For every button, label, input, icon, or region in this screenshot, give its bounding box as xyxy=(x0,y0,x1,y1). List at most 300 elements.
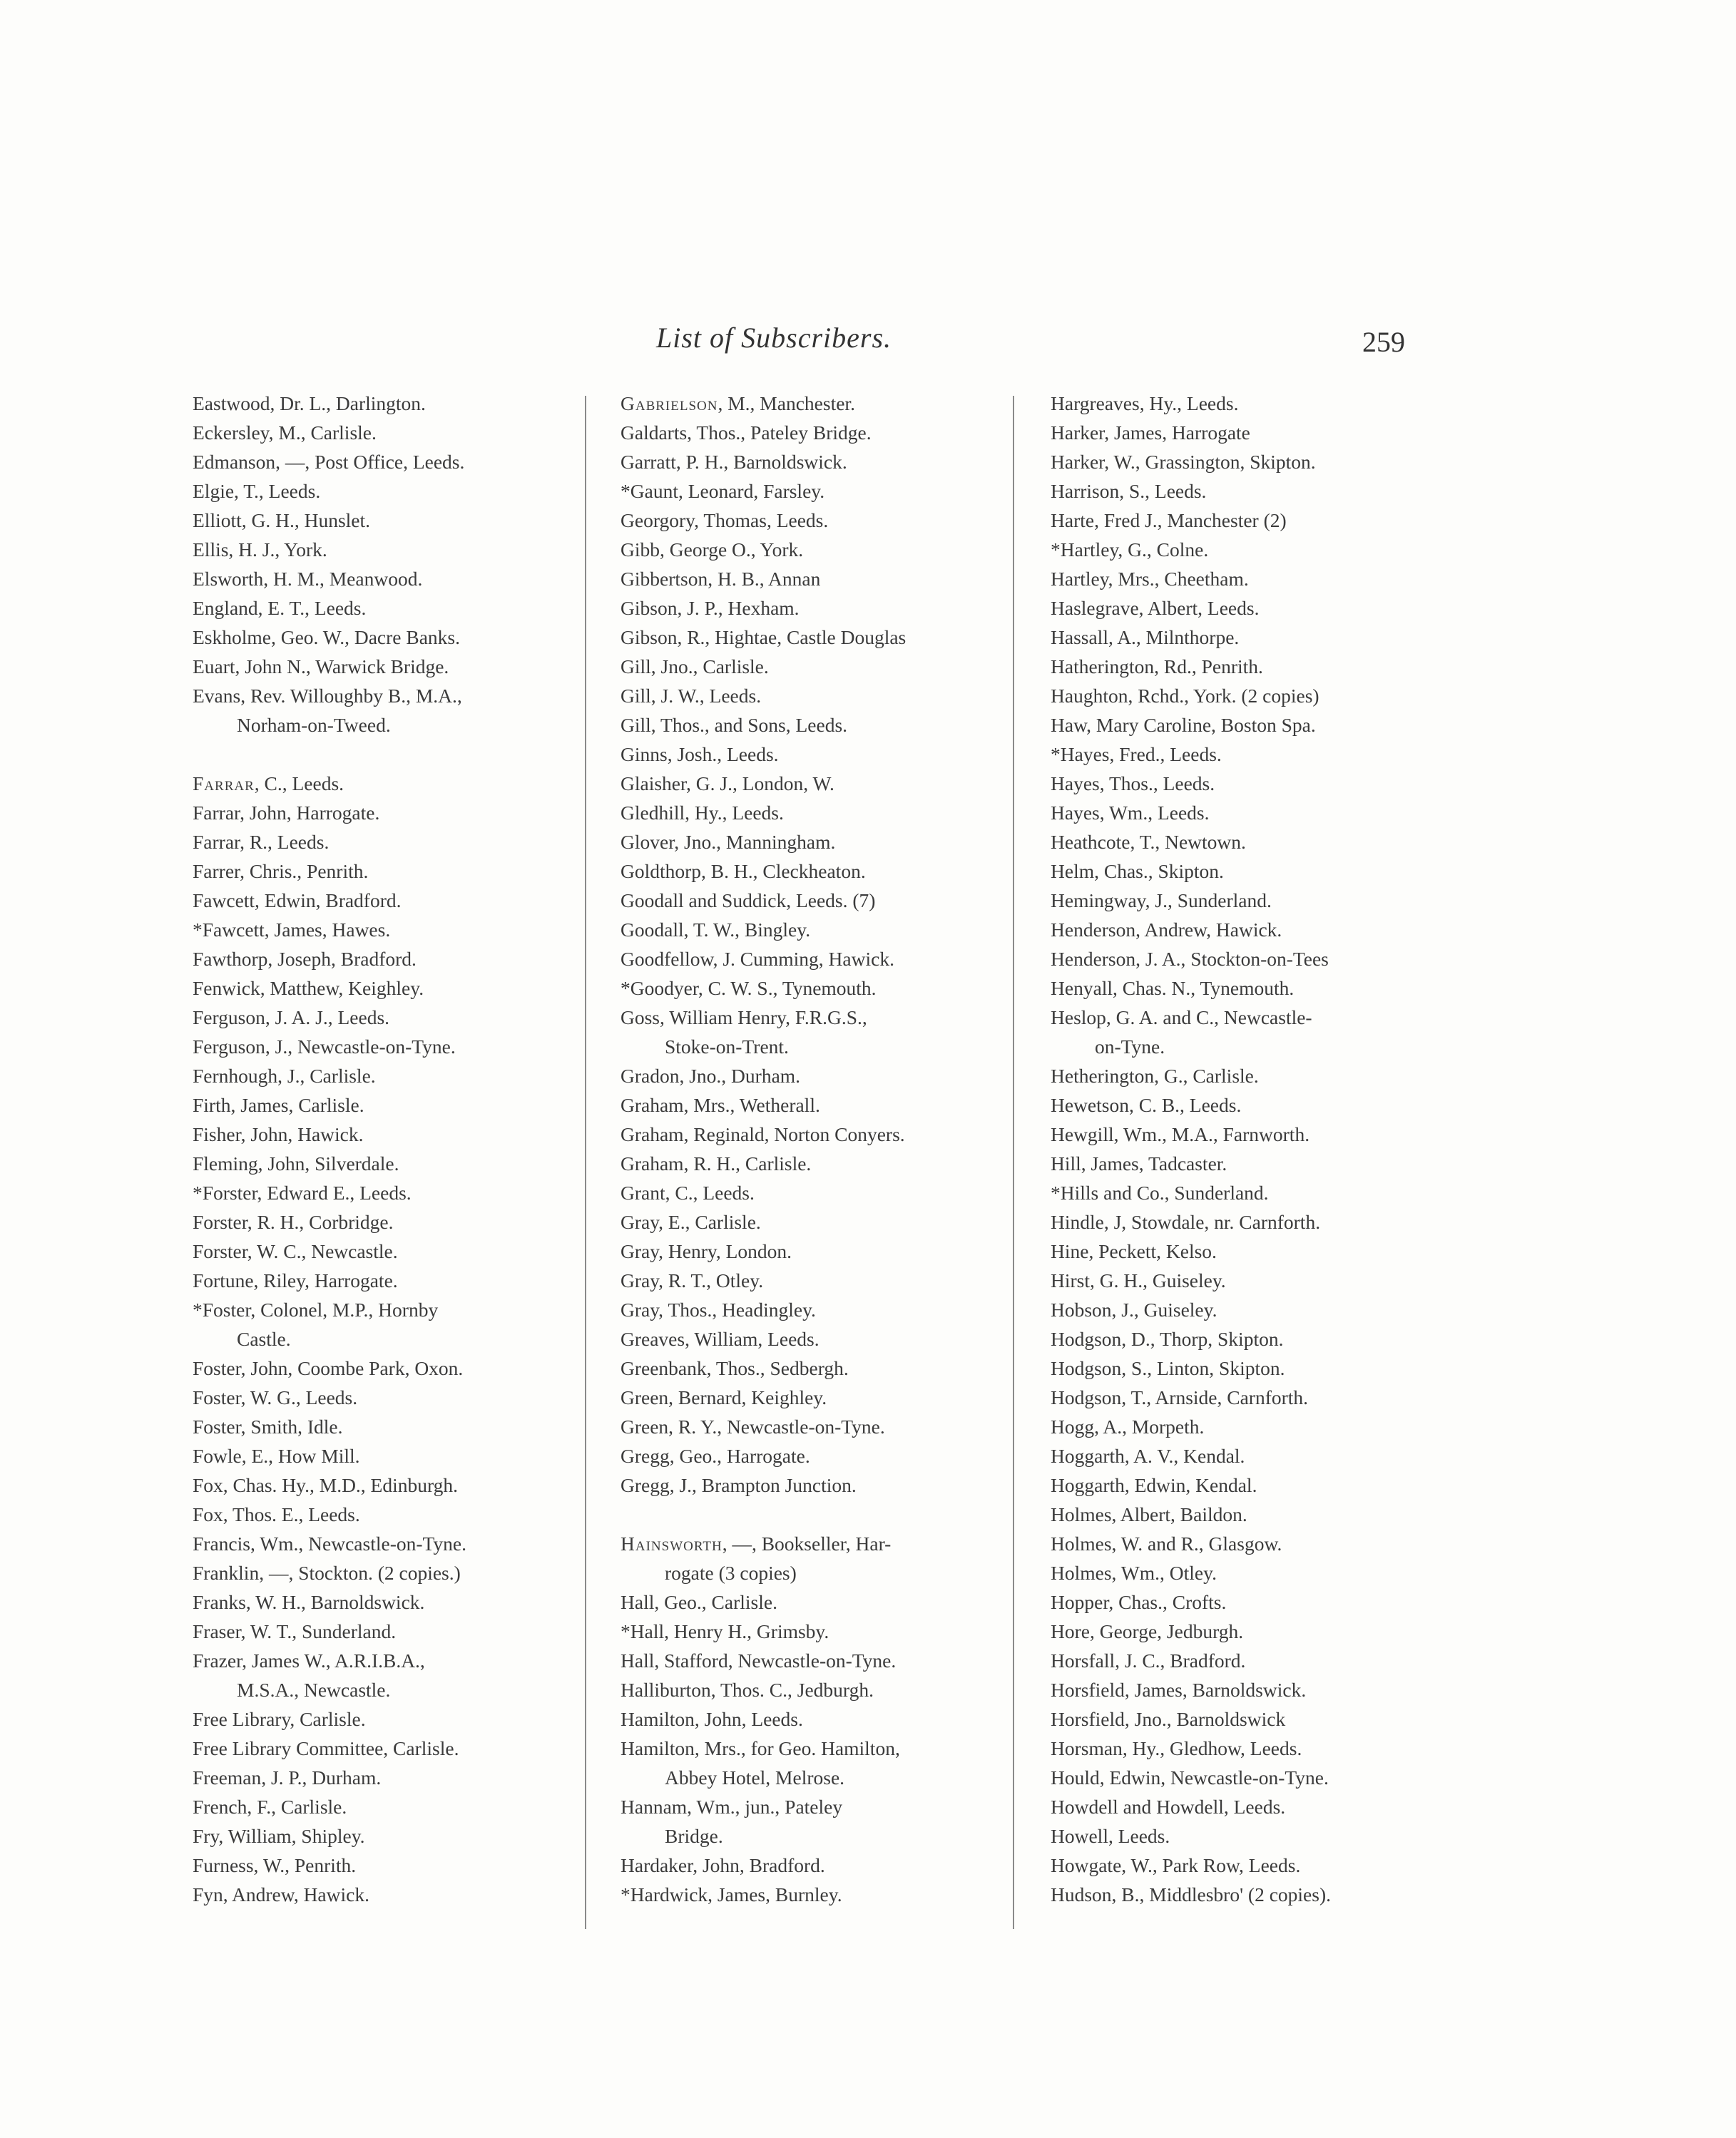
subscriber-text: Euart, John N., Warwick Bridge. xyxy=(193,655,449,677)
subscriber-text: , C., Leeds. xyxy=(254,772,344,794)
subscriber-entry xyxy=(193,973,466,1003)
subscriber-text: Harrison, S., Leeds. xyxy=(1051,480,1207,502)
subscriber-text: *Hall, Henry H., Grimsby. xyxy=(621,1620,829,1642)
subscriber-entry xyxy=(193,1383,466,1412)
subscriber-text: Foster, John, Coombe Park, Oxon. xyxy=(193,1357,464,1379)
subscriber-text: *Hartley, G., Colne. xyxy=(1051,538,1209,561)
subscriber-text: Graham, Mrs., Wetherall. xyxy=(621,1094,820,1116)
subscriber-entry xyxy=(1051,1734,1331,1763)
subscriber-entry xyxy=(621,1587,906,1617)
subscriber-text: Goss, William Henry, F.R.G.S., xyxy=(621,1006,867,1028)
subscriber-entry xyxy=(193,1003,466,1032)
subscriber-text: Ferguson, J., Newcastle-on-Tyne. xyxy=(193,1035,456,1058)
subscriber-entry xyxy=(1051,1821,1331,1851)
subscriber-entry xyxy=(621,944,906,973)
subscriber-text: Grant, C., Leeds. xyxy=(621,1182,755,1204)
subscriber-entry xyxy=(193,1032,466,1061)
subscriber-entry xyxy=(193,886,466,915)
subscriber-text: Haslegrave, Albert, Leeds. xyxy=(1051,597,1260,619)
subscriber-entry xyxy=(193,389,466,418)
subscriber-entry xyxy=(621,1003,906,1032)
subscriber-text: Harker, James, Harrogate xyxy=(1051,421,1250,444)
subscriber-entry xyxy=(193,1734,466,1763)
subscriber-text: *Goodyer, C. W. S., Tynemouth. xyxy=(621,977,877,999)
subscriber-entry xyxy=(621,1880,906,1909)
subscriber-text: Hodgson, S., Linton, Skipton. xyxy=(1051,1357,1285,1379)
subscriber-text: Harker, W., Grassington, Skipton. xyxy=(1051,451,1316,473)
subscriber-entry xyxy=(193,476,466,506)
subscriber-entry xyxy=(621,1207,906,1237)
subscriber-entry xyxy=(193,1178,466,1207)
subscriber-entry xyxy=(621,798,906,827)
subscriber-entry xyxy=(193,1763,466,1792)
subscriber-text: Elliott, G. H., Hunslet. xyxy=(193,509,371,531)
subscriber-text: Franks, W. H., Barnoldswick. xyxy=(193,1591,425,1613)
subscriber-entry xyxy=(621,1324,906,1354)
subscriber-entry xyxy=(1051,564,1331,593)
subscriber-text: Evans, Rev. Willoughby B., M.A., xyxy=(193,685,462,707)
subscriber-text: Gregg, Geo., Harrogate. xyxy=(621,1445,810,1467)
subscriber-text: Hetherington, G., Carlisle. xyxy=(1051,1065,1259,1087)
subscriber-text: Hindle, J, Stowdale, nr. Carnforth. xyxy=(1051,1211,1321,1233)
subscriber-text: Foster, W. G., Leeds. xyxy=(193,1386,358,1408)
subscriber-text: Gill, Thos., and Sons, Leeds. xyxy=(621,714,848,736)
subscriber-entry xyxy=(193,827,466,856)
subscriber-entry xyxy=(1051,476,1331,506)
subscriber-entry xyxy=(193,1237,466,1266)
subscriber-text: Fisher, John, Hawick. xyxy=(193,1123,364,1145)
subscriber-text: Hemingway, J., Sunderland. xyxy=(1051,889,1272,911)
subscriber-text: Georgory, Thomas, Leeds. xyxy=(621,509,829,531)
subscriber-text: Eckersley, M., Carlisle. xyxy=(193,421,377,444)
subscriber-text: Free Library, Carlisle. xyxy=(193,1708,366,1730)
subscriber-text: Fox, Chas. Hy., M.D., Edinburgh. xyxy=(193,1474,459,1496)
subscriber-entry xyxy=(1051,973,1331,1003)
subscriber-entry xyxy=(1051,1178,1331,1207)
subscriber-text: Hall, Stafford, Newcastle-on-Tyne. xyxy=(621,1649,897,1672)
subscriber-text: Hudson, B., Middlesbro' (2 copies). xyxy=(1051,1883,1331,1906)
subscriber-text: Fowle, E., How Mill. xyxy=(193,1445,360,1467)
subscriber-entry xyxy=(1051,1061,1331,1090)
subscriber-text: Fry, William, Shipley. xyxy=(193,1825,365,1847)
subscriber-text: Hine, Peckett, Kelso. xyxy=(1051,1240,1217,1262)
subscriber-text: Elgie, T., Leeds. xyxy=(193,480,321,502)
subscriber-text: Green, Bernard, Keighley. xyxy=(621,1386,827,1408)
subscriber-entry xyxy=(621,1734,906,1763)
subscriber-text: Goldthorp, B. H., Cleckheaton. xyxy=(621,860,866,882)
subscriber-text: Howell, Leeds. xyxy=(1051,1825,1170,1847)
subscriber-text: Ginns, Josh., Leeds. xyxy=(621,743,779,765)
subscriber-text: Hall, Geo., Carlisle. xyxy=(621,1591,777,1613)
subscriber-text: Gill, J. W., Leeds. xyxy=(621,685,762,707)
subscriber-text: Hoggarth, A. V., Kendal. xyxy=(1051,1445,1245,1467)
subscriber-entry xyxy=(193,1470,466,1500)
subscriber-text: Heathcote, T., Newtown. xyxy=(1051,831,1246,853)
subscriber-text: Hartley, Mrs., Cheetham. xyxy=(1051,568,1249,590)
subscriber-entry xyxy=(1051,1529,1331,1558)
subscriber-entry xyxy=(193,418,466,447)
subscriber-entry xyxy=(193,681,466,710)
subscriber-text: Fox, Thos. E., Leeds. xyxy=(193,1503,360,1525)
subscriber-entry xyxy=(621,1704,906,1734)
subscriber-entry xyxy=(621,769,906,798)
subscriber-entry xyxy=(621,1821,906,1851)
subscriber-entry xyxy=(193,1412,466,1441)
subscriber-entry xyxy=(193,1558,466,1587)
subscriber-entry xyxy=(193,1149,466,1178)
subscriber-entry xyxy=(193,1120,466,1149)
subscriber-entry xyxy=(621,1178,906,1207)
page-number: 259 xyxy=(1362,326,1405,358)
subscriber-entry xyxy=(621,1061,906,1090)
subscriber-text: Gill, Jno., Carlisle. xyxy=(621,655,769,677)
subscriber-text: Ferguson, J. A. J., Leeds. xyxy=(193,1006,390,1028)
subscriber-text: Hardaker, John, Bradford. xyxy=(621,1854,825,1876)
subscriber-text: England, E. T., Leeds. xyxy=(193,597,367,619)
subscriber-entry xyxy=(193,1851,466,1880)
subscriber-text: Hamilton, Mrs., for Geo. Hamilton, xyxy=(621,1737,900,1759)
page-title: List of Subscribers. xyxy=(656,322,892,354)
subscriber-entry xyxy=(1051,710,1331,740)
subscriber-entry xyxy=(1051,1237,1331,1266)
section-lead-name: Gabrielson xyxy=(621,392,718,414)
subscriber-entry xyxy=(621,1763,906,1792)
subscriber-text: Hoggarth, Edwin, Kendal. xyxy=(1051,1474,1257,1496)
subscriber-entry xyxy=(1051,1792,1331,1821)
subscriber-entry xyxy=(193,506,466,535)
subscriber-entry xyxy=(621,1617,906,1646)
subscriber-text: Stoke-on-Trent. xyxy=(665,1035,789,1058)
subscriber-text: Hewgill, Wm., M.A., Farnworth. xyxy=(1051,1123,1310,1145)
subscriber-entry xyxy=(621,593,906,623)
section-lead-name: Farrar xyxy=(193,772,255,794)
section-lead-name: Hainsworth xyxy=(621,1533,723,1555)
subscriber-entry xyxy=(193,1295,466,1324)
subscriber-entry xyxy=(193,915,466,944)
subscriber-text: Edmanson, —, Post Office, Leeds. xyxy=(193,451,465,473)
subscriber-entry xyxy=(193,535,466,564)
subscriber-text: Helm, Chas., Skipton. xyxy=(1051,860,1224,882)
subscriber-text: Abbey Hotel, Melrose. xyxy=(665,1766,845,1789)
subscriber-entry xyxy=(1051,1587,1331,1617)
subscriber-entry xyxy=(1051,1383,1331,1412)
subscriber-entry xyxy=(1051,1704,1331,1734)
subscriber-entry xyxy=(621,1090,906,1120)
subscriber-entry xyxy=(1051,740,1331,769)
subscriber-text: Hamilton, John, Leeds. xyxy=(621,1708,803,1730)
subscriber-text: Gray, Thos., Headingley. xyxy=(621,1299,816,1321)
subscriber-text: Fawthorp, Joseph, Bradford. xyxy=(193,948,417,970)
subscriber-text: Henderson, Andrew, Hawick. xyxy=(1051,919,1282,941)
subscriber-entry xyxy=(621,476,906,506)
subscriber-entry xyxy=(193,1646,466,1675)
subscriber-entry xyxy=(193,447,466,476)
subscriber-entry xyxy=(193,1880,466,1909)
subscriber-entry xyxy=(1051,827,1331,856)
subscriber-text: Firth, James, Carlisle. xyxy=(193,1094,364,1116)
subscriber-entry xyxy=(621,418,906,447)
subscriber-text: Fawcett, Edwin, Bradford. xyxy=(193,889,402,911)
subscriber-text: Gibson, J. P., Hexham. xyxy=(621,597,800,619)
subscriber-text: Hodgson, D., Thorp, Skipton. xyxy=(1051,1328,1284,1350)
subscriber-text: *Forster, Edward E., Leeds. xyxy=(193,1182,412,1204)
subscriber-entry xyxy=(621,535,906,564)
subscriber-entry xyxy=(1051,506,1331,535)
subscriber-text: *Hayes, Fred., Leeds. xyxy=(1051,743,1222,765)
subscriber-entry xyxy=(621,1354,906,1383)
subscriber-text: *Foster, Colonel, M.P., Hornby xyxy=(193,1299,439,1321)
subscriber-entry xyxy=(621,1237,906,1266)
subscriber-entry xyxy=(1051,1003,1331,1032)
subscriber-entry xyxy=(1051,1032,1331,1061)
subscriber-text: *Hills and Co., Sunderland. xyxy=(1051,1182,1269,1204)
subscriber-text: Fleming, John, Silverdale. xyxy=(193,1152,399,1175)
subscriber-entry xyxy=(193,1324,466,1354)
subscriber-entry xyxy=(1051,535,1331,564)
subscriber-text: Hassall, A., Milnthorpe. xyxy=(1051,626,1240,648)
subscriber-text: Galdarts, Thos., Pateley Bridge. xyxy=(621,421,872,444)
subscriber-entry xyxy=(1051,418,1331,447)
subscriber-text: Greenbank, Thos., Sedbergh. xyxy=(621,1357,849,1379)
subscriber-entry xyxy=(193,769,466,798)
subscriber-text: on-Tyne. xyxy=(1095,1035,1165,1058)
subscriber-text: Hould, Edwin, Newcastle-on-Tyne. xyxy=(1051,1766,1329,1789)
subscriber-entry xyxy=(193,1587,466,1617)
subscriber-entry xyxy=(193,1500,466,1529)
subscriber-entry xyxy=(621,856,906,886)
subscriber-entry xyxy=(621,1032,906,1061)
subscriber-text: Elsworth, H. M., Meanwood. xyxy=(193,568,423,590)
subscriber-entry xyxy=(193,1266,466,1295)
subscriber-entry xyxy=(1051,1412,1331,1441)
subscriber-entry xyxy=(1051,623,1331,652)
subscriber-entry xyxy=(621,740,906,769)
subscriber-entry xyxy=(1051,1763,1331,1792)
subscriber-column-2 xyxy=(621,389,906,1909)
subscriber-text: Glaisher, G. J., London, W. xyxy=(621,772,834,794)
subscriber-text: Henderson, J. A., Stockton-on-Tees xyxy=(1051,948,1329,970)
subscriber-text: Horsman, Hy., Gledhow, Leeds. xyxy=(1051,1737,1302,1759)
subscriber-entry xyxy=(1051,1675,1331,1704)
subscriber-text: Horsfield, James, Barnoldswick. xyxy=(1051,1679,1307,1701)
subscriber-text: Hayes, Thos., Leeds. xyxy=(1051,772,1215,794)
subscriber-text: Howgate, W., Park Row, Leeds. xyxy=(1051,1854,1301,1876)
subscriber-entry xyxy=(193,1090,466,1120)
subscriber-text: rogate (3 copies) xyxy=(665,1562,797,1584)
subscriber-entry xyxy=(621,1120,906,1149)
subscriber-entry xyxy=(1051,915,1331,944)
subscriber-entry xyxy=(1051,1617,1331,1646)
subscriber-entry xyxy=(1051,798,1331,827)
subscriber-text: Hore, George, Jedburgh. xyxy=(1051,1620,1244,1642)
subscriber-text: Hargreaves, Hy., Leeds. xyxy=(1051,392,1239,414)
subscriber-entry xyxy=(621,1558,906,1587)
subscriber-text: Farrer, Chris., Penrith. xyxy=(193,860,369,882)
subscriber-entry xyxy=(193,856,466,886)
subscriber-entry xyxy=(193,1821,466,1851)
subscriber-entry xyxy=(1051,1120,1331,1149)
subscriber-entry xyxy=(621,1266,906,1295)
subscriber-text: Gray, E., Carlisle. xyxy=(621,1211,761,1233)
subscriber-entry xyxy=(1051,1470,1331,1500)
subscriber-entry xyxy=(193,593,466,623)
subscriber-text: Gledhill, Hy., Leeds. xyxy=(621,802,784,824)
subscriber-text: Freeman, J. P., Durham. xyxy=(193,1766,382,1789)
subscriber-entry xyxy=(1051,1266,1331,1295)
subscriber-text: Francis, Wm., Newcastle-on-Tyne. xyxy=(193,1533,466,1555)
subscriber-text: Greaves, William, Leeds. xyxy=(621,1328,820,1350)
subscriber-text: Fraser, W. T., Sunderland. xyxy=(193,1620,397,1642)
subscriber-text: Goodall and Suddick, Leeds. (7) xyxy=(621,889,876,911)
subscriber-entry xyxy=(1051,1646,1331,1675)
subscriber-text: Horsfield, Jno., Barnoldswick xyxy=(1051,1708,1286,1730)
subscriber-entry xyxy=(193,1061,466,1090)
subscriber-entry xyxy=(621,1646,906,1675)
subscriber-text: Franklin, —, Stockton. (2 copies.) xyxy=(193,1562,461,1584)
subscriber-entry xyxy=(1051,593,1331,623)
subscriber-text: Hirst, G. H., Guiseley. xyxy=(1051,1269,1226,1292)
subscriber-entry xyxy=(1051,1324,1331,1354)
subscriber-entry xyxy=(1051,1558,1331,1587)
subscriber-text: Hayes, Wm., Leeds. xyxy=(1051,802,1210,824)
subscriber-text: Holmes, Albert, Baildon. xyxy=(1051,1503,1247,1525)
subscriber-text: *Fawcett, James, Hawes. xyxy=(193,919,391,941)
subscriber-text: Goodfellow, J. Cumming, Hawick. xyxy=(621,948,894,970)
subscriber-entry xyxy=(621,1412,906,1441)
subscriber-text: Gibson, R., Hightae, Castle Douglas xyxy=(621,626,907,648)
subscriber-text: Hill, James, Tadcaster. xyxy=(1051,1152,1227,1175)
column-divider xyxy=(585,396,586,1929)
subscriber-text: Frazer, James W., A.R.I.B.A., xyxy=(193,1649,425,1672)
subscriber-text: Glover, Jno., Manningham. xyxy=(621,831,836,853)
subscriber-entry xyxy=(1051,1500,1331,1529)
subscriber-text: Hopper, Chas., Crofts. xyxy=(1051,1591,1227,1613)
subscriber-entry xyxy=(621,623,906,652)
subscriber-entry xyxy=(1051,769,1331,798)
subscriber-entry xyxy=(1051,1207,1331,1237)
subscriber-text: Howdell and Howdell, Leeds. xyxy=(1051,1796,1286,1818)
subscriber-entry xyxy=(193,1354,466,1383)
subscriber-text: Farrar, John, Harrogate. xyxy=(193,802,380,824)
subscriber-text: Gibbertson, H. B., Annan xyxy=(621,568,821,590)
subscriber-entry xyxy=(193,1617,466,1646)
subscriber-text: Forster, W. C., Newcastle. xyxy=(193,1240,398,1262)
subscriber-text: Bridge. xyxy=(665,1825,723,1847)
subscriber-text: French, F., Carlisle. xyxy=(193,1796,347,1818)
subscriber-entry xyxy=(621,1851,906,1880)
subscriber-entry xyxy=(1051,1090,1331,1120)
subscriber-entry xyxy=(621,1149,906,1178)
subscriber-entry xyxy=(621,915,906,944)
subscriber-entry xyxy=(1051,944,1331,973)
subscriber-entry xyxy=(621,564,906,593)
subscriber-text: Holmes, W. and R., Glasgow. xyxy=(1051,1533,1282,1555)
subscriber-entry xyxy=(621,506,906,535)
subscriber-text: Foster, Smith, Idle. xyxy=(193,1416,343,1438)
subscriber-text: Farrar, R., Leeds. xyxy=(193,831,330,853)
subscriber-text: Green, R. Y., Newcastle-on-Tyne. xyxy=(621,1416,885,1438)
subscriber-text: , —, Bookseller, Har- xyxy=(722,1533,892,1555)
subscriber-text: Garratt, P. H., Barnoldswick. xyxy=(621,451,847,473)
subscriber-entry xyxy=(621,1470,906,1500)
subscriber-text: Fenwick, Matthew, Keighley. xyxy=(193,977,424,999)
subscriber-entry xyxy=(1051,1354,1331,1383)
column-divider xyxy=(1013,396,1014,1929)
subscriber-entry xyxy=(193,1704,466,1734)
subscriber-text: Harte, Fred J., Manchester (2) xyxy=(1051,509,1287,531)
subscriber-entry xyxy=(193,944,466,973)
subscriber-text: Fortune, Riley, Harrogate. xyxy=(193,1269,398,1292)
subscriber-entry xyxy=(621,827,906,856)
subscriber-text: Gregg, J., Brampton Junction. xyxy=(621,1474,857,1496)
subscriber-text: Norham-on-Tweed. xyxy=(237,714,391,736)
subscriber-entry xyxy=(1051,886,1331,915)
subscriber-entry xyxy=(621,1441,906,1470)
subscriber-entry xyxy=(193,1529,466,1558)
subscriber-entry xyxy=(1051,856,1331,886)
subscriber-entry xyxy=(1051,681,1331,710)
subscriber-entry xyxy=(193,710,466,740)
subscriber-text: M.S.A., Newcastle. xyxy=(237,1679,391,1701)
subscriber-text: Hobson, J., Guiseley. xyxy=(1051,1299,1217,1321)
subscriber-entry xyxy=(1051,1295,1331,1324)
subscriber-text: Hodgson, T., Arnside, Carnforth. xyxy=(1051,1386,1309,1408)
subscriber-entry xyxy=(621,1675,906,1704)
subscriber-text: Furness, W., Penrith. xyxy=(193,1854,357,1876)
subscriber-entry xyxy=(193,652,466,681)
subscriber-text: Free Library Committee, Carlisle. xyxy=(193,1737,459,1759)
subscriber-entry xyxy=(621,1529,906,1558)
subscriber-text: Halliburton, Thos. C., Jedburgh. xyxy=(621,1679,874,1701)
subscriber-entry xyxy=(621,681,906,710)
subscriber-text: Henyall, Chas. N., Tynemouth. xyxy=(1051,977,1295,999)
subscriber-text: Graham, Reginald, Norton Conyers. xyxy=(621,1123,905,1145)
subscriber-text: Castle. xyxy=(237,1328,291,1350)
subscriber-entry xyxy=(621,886,906,915)
subscriber-text: Fyn, Andrew, Hawick. xyxy=(193,1883,369,1906)
subscriber-text: Fernhough, J., Carlisle. xyxy=(193,1065,376,1087)
subscriber-text: Ellis, H. J., York. xyxy=(193,538,327,561)
subscriber-entry xyxy=(193,623,466,652)
subscriber-entry xyxy=(621,973,906,1003)
subscriber-entry xyxy=(1051,1441,1331,1470)
subscriber-entry xyxy=(193,1207,466,1237)
subscriber-text: Graham, R. H., Carlisle. xyxy=(621,1152,812,1175)
subscriber-entry xyxy=(621,1295,906,1324)
subscriber-text: Hatherington, Rd., Penrith. xyxy=(1051,655,1263,677)
subscriber-entry xyxy=(621,652,906,681)
subscriber-text: Hogg, A., Morpeth. xyxy=(1051,1416,1205,1438)
subscriber-entry xyxy=(1051,1851,1331,1880)
subscriber-entry xyxy=(193,1792,466,1821)
subscriber-text: Eastwood, Dr. L., Darlington. xyxy=(193,392,426,414)
subscriber-text: Goodall, T. W., Bingley. xyxy=(621,919,811,941)
subscriber-entry xyxy=(193,1675,466,1704)
subscriber-entry xyxy=(193,798,466,827)
subscriber-entry xyxy=(193,564,466,593)
subscriber-text: Gibb, George O., York. xyxy=(621,538,804,561)
subscriber-entry xyxy=(1051,447,1331,476)
subscriber-text: Gradon, Jno., Durham. xyxy=(621,1065,801,1087)
subscriber-text: Horsfall, J. C., Bradford. xyxy=(1051,1649,1246,1672)
subscriber-column-3 xyxy=(1051,389,1331,1909)
subscriber-entry xyxy=(621,1383,906,1412)
subscriber-entry xyxy=(621,710,906,740)
subscriber-entry xyxy=(1051,1149,1331,1178)
subscriber-text: , M., Manchester. xyxy=(718,392,855,414)
subscriber-entry xyxy=(621,447,906,476)
subscriber-text: Heslop, G. A. and C., Newcastle- xyxy=(1051,1006,1312,1028)
